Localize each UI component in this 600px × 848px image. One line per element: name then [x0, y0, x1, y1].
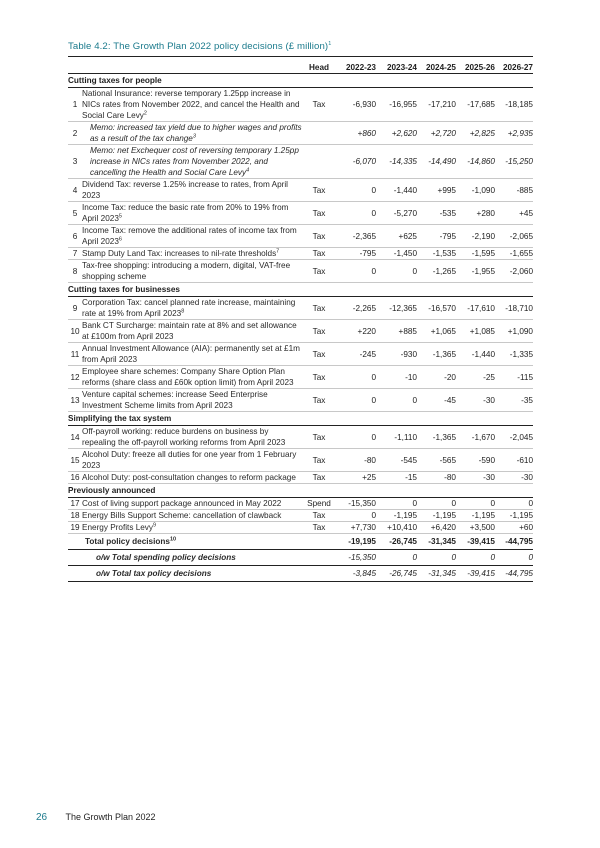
row-value: +10,410 — [376, 522, 417, 534]
page-footer — [36, 812, 156, 823]
row-value: -1,365 — [417, 343, 456, 366]
row-description — [82, 179, 303, 202]
row-value: 0 — [335, 179, 376, 202]
row-value: -15,250 — [495, 145, 533, 179]
row-value: +860 — [335, 122, 376, 145]
row-number: 7 — [68, 248, 82, 260]
row-number: 14 — [68, 426, 82, 449]
description-text: National Insurance: reverse temporary 1.25pp increase in NICs rates from November 2022, and cancel the Health and Social Care Levy — [82, 89, 300, 120]
row-description — [82, 522, 303, 534]
row-number: 1 — [68, 88, 82, 122]
summary-value: -39,415 — [456, 566, 495, 582]
row-value: 0 — [335, 510, 376, 522]
row-value: -18,185 — [495, 88, 533, 122]
row-number: 9 — [68, 297, 82, 320]
row-number: 2 — [68, 122, 82, 145]
table-row — [68, 260, 533, 283]
description-text: Corporation Tax: cancel planned rate increase, maintaining rate at 19% from April 2023 — [82, 298, 296, 318]
row-value: -1,450 — [376, 248, 417, 260]
row-value: -1,195 — [456, 510, 495, 522]
row-head — [303, 145, 335, 179]
description-text: Dividend Tax: reverse 1.25% increase to rates, from April 2023 — [82, 180, 288, 200]
row-value: +995 — [417, 179, 456, 202]
row-value: -1,440 — [376, 179, 417, 202]
row-head: Tax — [303, 510, 335, 522]
summary-value: -44,795 — [495, 566, 533, 582]
description-text: Alcohol Duty: freeze all duties for one year from 1 February 2023 — [82, 450, 297, 470]
description-text: Alcohol Duty: post-consultation changes to reform package — [82, 473, 296, 482]
description-text: Venture capital schemes: increase Seed Enterprise Investment Scheme limits from April 2023 — [82, 390, 268, 410]
row-value: -14,860 — [456, 145, 495, 179]
row-value: +2,825 — [456, 122, 495, 145]
row-value: +45 — [495, 202, 533, 225]
description-text: Bank CT Surcharge: maintain rate at 8% and set allowance at £100m from April 2023 — [82, 321, 297, 341]
row-value: -1,595 — [456, 248, 495, 260]
summary-value: -31,345 — [417, 534, 456, 550]
row-value: -885 — [495, 179, 533, 202]
description-text: Income Tax: reduce the basic rate from 20% to 19% from April 2023 — [82, 203, 289, 223]
policy-decisions-table — [68, 61, 533, 582]
row-number: 8 — [68, 260, 82, 283]
footnote-marker: 7 — [276, 248, 280, 255]
row-value: 0 — [376, 389, 417, 412]
row-head: Tax — [303, 472, 335, 484]
row-number: 11 — [68, 343, 82, 366]
description-text: Cost of living support package announced in May 2022 — [82, 499, 282, 508]
summary-value: -3,845 — [335, 566, 376, 582]
summary-value: 0 — [376, 550, 417, 566]
table-row — [68, 343, 533, 366]
section-heading: Simplifying the tax system — [68, 412, 533, 426]
summary-value: -44,795 — [495, 534, 533, 550]
table-row — [68, 297, 533, 320]
row-value: -15,350 — [335, 498, 376, 510]
description-text: Stamp Duty Land Tax: increases to nil-rate thresholds — [82, 249, 277, 258]
table-row — [68, 498, 533, 510]
row-value: +625 — [376, 225, 417, 248]
row-head: Tax — [303, 225, 335, 248]
section-heading: Cutting taxes for businesses — [68, 283, 533, 297]
title-rule — [68, 56, 533, 57]
row-head: Tax — [303, 260, 335, 283]
row-value: -1,955 — [456, 260, 495, 283]
row-description — [82, 472, 303, 484]
row-value: -795 — [335, 248, 376, 260]
row-value: +2,935 — [495, 122, 533, 145]
section-heading: Previously announced — [68, 484, 533, 498]
column-header: 2024-25 — [417, 61, 456, 74]
summary-value: -39,415 — [456, 534, 495, 550]
table-row — [68, 202, 533, 225]
row-head: Spend — [303, 498, 335, 510]
summary-label-text: o/w Total spending policy decisions — [96, 553, 236, 562]
row-description — [82, 248, 303, 260]
row-value: 0 — [335, 389, 376, 412]
title-footnote: 1 — [328, 40, 332, 47]
summary-label — [82, 566, 335, 582]
row-value: 0 — [335, 260, 376, 283]
row-description — [82, 260, 303, 283]
footnote-marker: 9 — [153, 522, 157, 529]
table-row — [68, 449, 533, 472]
description-text: Energy Profits Levy — [82, 523, 153, 532]
row-value: +3,500 — [456, 522, 495, 534]
row-value: -12,365 — [376, 297, 417, 320]
row-value: -1,195 — [376, 510, 417, 522]
row-value: -16,955 — [376, 88, 417, 122]
table-row — [68, 88, 533, 122]
row-description — [82, 122, 303, 145]
row-number: 4 — [68, 179, 82, 202]
section-heading: Cutting taxes for people — [68, 74, 533, 88]
row-value: 0 — [495, 498, 533, 510]
row-value: -17,610 — [456, 297, 495, 320]
summary-label-text: o/w Total tax policy decisions — [96, 569, 212, 578]
row-description — [82, 145, 303, 179]
row-value: +7,730 — [335, 522, 376, 534]
description-text: Off-payroll working: reduce burdens on business by repealing the off-payroll working reforms from April 2023 — [82, 427, 286, 447]
row-number: 6 — [68, 225, 82, 248]
row-head — [303, 122, 335, 145]
row-value: -80 — [335, 449, 376, 472]
table-row — [68, 320, 533, 343]
row-value: -14,490 — [417, 145, 456, 179]
table-row — [68, 472, 533, 484]
row-value: 0 — [376, 260, 417, 283]
row-head: Tax — [303, 179, 335, 202]
table-row — [68, 122, 533, 145]
summary-label — [82, 550, 335, 566]
column-header: 2026-27 — [495, 61, 533, 74]
row-value: -30 — [456, 389, 495, 412]
row-number: 17 — [68, 498, 82, 510]
row-head: Tax — [303, 320, 335, 343]
summary-value: 0 — [495, 550, 533, 566]
description-text: Employee share schemes: Company Share Option Plan reforms (share class and £60k option limit) from April 2023 — [82, 367, 294, 387]
row-value: -795 — [417, 225, 456, 248]
summary-blank — [68, 534, 82, 550]
row-description — [82, 297, 303, 320]
table-row — [68, 426, 533, 449]
row-description — [82, 320, 303, 343]
page-number: 26 — [36, 812, 48, 823]
row-number: 16 — [68, 472, 82, 484]
row-value: -80 — [417, 472, 456, 484]
section-row — [68, 484, 533, 498]
table-row — [68, 248, 533, 260]
row-head: Tax — [303, 522, 335, 534]
row-value: +885 — [376, 320, 417, 343]
row-value: +280 — [456, 202, 495, 225]
row-value: -2,045 — [495, 426, 533, 449]
row-value: -6,070 — [335, 145, 376, 179]
row-head: Tax — [303, 343, 335, 366]
header-blank — [68, 61, 82, 74]
row-value: -16,570 — [417, 297, 456, 320]
row-value: -610 — [495, 449, 533, 472]
row-value: -2,365 — [335, 225, 376, 248]
row-value: -1,265 — [417, 260, 456, 283]
row-description — [82, 366, 303, 389]
summary-blank — [68, 566, 82, 582]
row-number: 15 — [68, 449, 82, 472]
row-value: -1,110 — [376, 426, 417, 449]
row-value: -930 — [376, 343, 417, 366]
ow-tax-row — [68, 566, 533, 582]
row-value: 0 — [376, 498, 417, 510]
row-value: -2,060 — [495, 260, 533, 283]
row-value: 0 — [335, 366, 376, 389]
header-row — [68, 61, 533, 74]
description-text: Annual Investment Allowance (AIA): permanently set at £1m from April 2023 — [82, 344, 300, 364]
row-value: -6,930 — [335, 88, 376, 122]
row-value: -535 — [417, 202, 456, 225]
summary-value: -26,745 — [376, 566, 417, 582]
row-head: Tax — [303, 449, 335, 472]
footnote-marker: 2 — [143, 110, 147, 117]
description-text: Tax-free shopping: introducing a modern, digital, VAT-free shopping scheme — [82, 261, 291, 281]
row-value: -245 — [335, 343, 376, 366]
row-value: 0 — [456, 498, 495, 510]
row-value: -18,710 — [495, 297, 533, 320]
header-blank — [82, 61, 303, 74]
row-value: 0 — [417, 498, 456, 510]
row-value: -14,335 — [376, 145, 417, 179]
row-head: Tax — [303, 297, 335, 320]
section-row — [68, 74, 533, 88]
footnote-marker: 10 — [169, 536, 177, 543]
table-row — [68, 145, 533, 179]
row-value: +6,420 — [417, 522, 456, 534]
table-row — [68, 389, 533, 412]
row-number: 18 — [68, 510, 82, 522]
description-text: Memo: increased tax yield due to higher wages and profits as a result of the tax change — [90, 123, 302, 143]
table-row — [68, 510, 533, 522]
row-value: +2,720 — [417, 122, 456, 145]
description-text: Income Tax: remove the additional rates of income tax from April 2023 — [82, 226, 297, 246]
row-description — [82, 389, 303, 412]
row-description — [82, 88, 303, 122]
row-value: -545 — [376, 449, 417, 472]
row-description — [82, 343, 303, 366]
row-value: -25 — [456, 366, 495, 389]
row-description — [82, 225, 303, 248]
row-head: Tax — [303, 426, 335, 449]
column-header: 2023-24 — [376, 61, 417, 74]
summary-value: 0 — [456, 550, 495, 566]
summary-value: -31,345 — [417, 566, 456, 582]
row-value: -1,535 — [417, 248, 456, 260]
summary-value: -26,745 — [376, 534, 417, 550]
document-name: The Growth Plan 2022 — [65, 812, 156, 822]
row-value: -2,065 — [495, 225, 533, 248]
row-value: -20 — [417, 366, 456, 389]
row-value: -1,670 — [456, 426, 495, 449]
summary-value: 0 — [417, 550, 456, 566]
row-value: -1,335 — [495, 343, 533, 366]
summary-value: -15,350 — [335, 550, 376, 566]
row-value: -1,090 — [456, 179, 495, 202]
row-value: -115 — [495, 366, 533, 389]
row-value: -15 — [376, 472, 417, 484]
column-header: 2025-26 — [456, 61, 495, 74]
row-number: 19 — [68, 522, 82, 534]
row-number: 5 — [68, 202, 82, 225]
row-number: 3 — [68, 145, 82, 179]
column-header: 2022-23 — [335, 61, 376, 74]
column-header: Head — [303, 61, 335, 74]
section-row — [68, 283, 533, 297]
row-description — [82, 510, 303, 522]
description-text: Memo: net Exchequer cost of reversing temporary 1.25pp increase in NICs rates from November 2022, and cancelling the Health and Social Care Levy — [90, 146, 299, 177]
row-head: Tax — [303, 389, 335, 412]
row-value: -35 — [495, 389, 533, 412]
total-row — [68, 534, 533, 550]
row-value: +25 — [335, 472, 376, 484]
table-row — [68, 179, 533, 202]
row-value: -1,655 — [495, 248, 533, 260]
row-value: -590 — [456, 449, 495, 472]
row-value: 0 — [335, 202, 376, 225]
row-value: -45 — [417, 389, 456, 412]
row-description — [82, 426, 303, 449]
row-description — [82, 202, 303, 225]
row-head: Tax — [303, 248, 335, 260]
row-value: -1,195 — [417, 510, 456, 522]
row-value: -10 — [376, 366, 417, 389]
row-number: 13 — [68, 389, 82, 412]
row-head: Tax — [303, 366, 335, 389]
row-value: 0 — [335, 426, 376, 449]
row-value: +1,085 — [456, 320, 495, 343]
summary-blank — [68, 550, 82, 566]
row-value: -2,190 — [456, 225, 495, 248]
row-head: Tax — [303, 202, 335, 225]
row-head: Tax — [303, 88, 335, 122]
row-value: +1,090 — [495, 320, 533, 343]
row-value: +220 — [335, 320, 376, 343]
table-row — [68, 522, 533, 534]
footnote-marker: 3 — [192, 133, 196, 140]
row-value: -1,195 — [495, 510, 533, 522]
table-row — [68, 225, 533, 248]
table-title: Table 4.2: The Growth Plan 2022 policy decisions (£ million)$^1$ — [68, 40, 332, 52]
row-number: 12 — [68, 366, 82, 389]
footnote-marker: 4 — [246, 167, 250, 174]
ow-spending-row — [68, 550, 533, 566]
row-value: +60 — [495, 522, 533, 534]
summary-label — [82, 534, 335, 550]
section-row — [68, 412, 533, 426]
row-value: -565 — [417, 449, 456, 472]
row-value: +1,065 — [417, 320, 456, 343]
row-description — [82, 498, 303, 510]
row-value: -1,440 — [456, 343, 495, 366]
row-value: -30 — [495, 472, 533, 484]
row-description — [82, 449, 303, 472]
row-value: -17,685 — [456, 88, 495, 122]
row-number: 10 — [68, 320, 82, 343]
footnote-marker: 5 — [118, 213, 122, 220]
row-value: -2,265 — [335, 297, 376, 320]
summary-label-text: Total policy decisions — [85, 537, 170, 546]
row-value: -17,210 — [417, 88, 456, 122]
summary-value: -19,195 — [335, 534, 376, 550]
footnote-marker: 6 — [118, 236, 122, 243]
row-value: +2,620 — [376, 122, 417, 145]
row-value: -1,365 — [417, 426, 456, 449]
footnote-marker: 8 — [181, 308, 185, 315]
table-row — [68, 366, 533, 389]
description-text: Energy Bills Support Scheme: cancellation of clawback — [82, 511, 282, 520]
row-value: -30 — [456, 472, 495, 484]
row-value: -5,270 — [376, 202, 417, 225]
